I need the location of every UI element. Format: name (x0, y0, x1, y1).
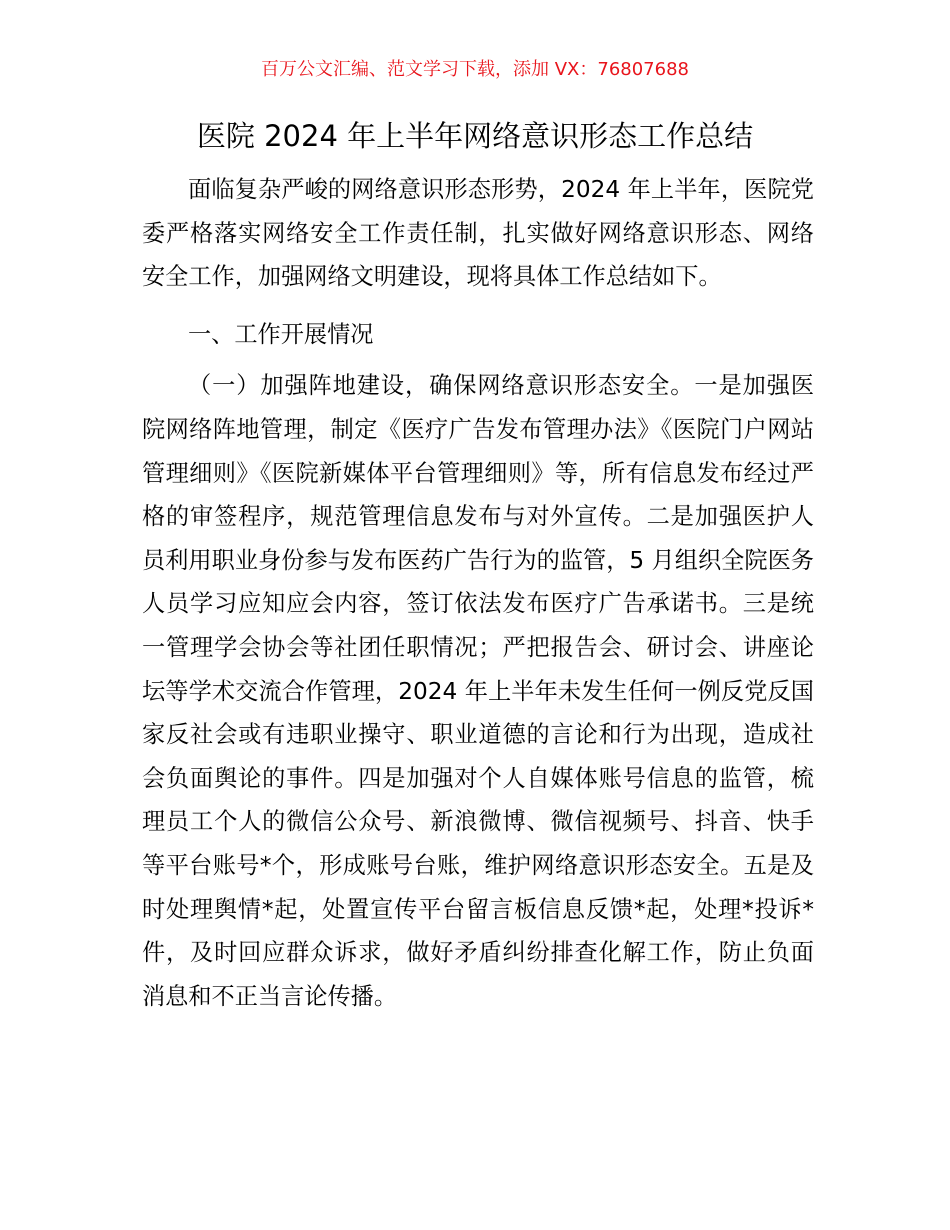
page-title: 医院 2024 年上半年网络意识形态工作总结 (196, 119, 754, 153)
section-heading: 一、工作开展情况 (188, 320, 374, 348)
section-paragraph: （一）加强阵地建设，确保网络意识形态安全。一是加强医院网络阵地管理，制定《医疗广告发布管理办法》《医院门户网站管理细则》《医院新媒体平台管理细则》等，所有信息发布经过严格的审签程序，规范管理信息发布与对外宣传。二是加强医护人员利用职业身份参与发布医药广告行为的监管，5 月组织全院医务人员学习应知应会内容，签订依法发布医疗广告承诺书。三是统一管理学会协会等社团任职情况；严把报告会、研讨会、讲座论坛等学术交流合作管理，2024 年上半年未发生任何一例反党反国家反社会或有违职业操守、职业道德的言论和行为出现，造成社会负面舆论的事件。四是加强对个人自媒体账号信息的监管，梳理员工个人的微信公众号、新浪微博、微信视频号、抖音、快手等平台账号*个，形成账号台账，维护网络意识形态安全。五是及时处理舆情*起，处置宣传平台留言板信息反馈*起，处理*投诉*件，及时回应群众诉求，做好矛盾纠纷排查化解工作，防止负面消息和不正当言论传播。 (142, 372, 814, 1010)
intro-paragraph: 面临复杂严峻的网络意识形态形势，2024 年上半年，医院党委严格落实网络安全工作责任制，扎实做好网络意识形态、网络安全工作，加强网络文明建设，现将具体工作总结如下。 (142, 176, 814, 291)
header-banner: 百万公文汇编、范文学习下载，添加 VX：76807688 (261, 59, 689, 80)
document-body (142, 168, 814, 1018)
